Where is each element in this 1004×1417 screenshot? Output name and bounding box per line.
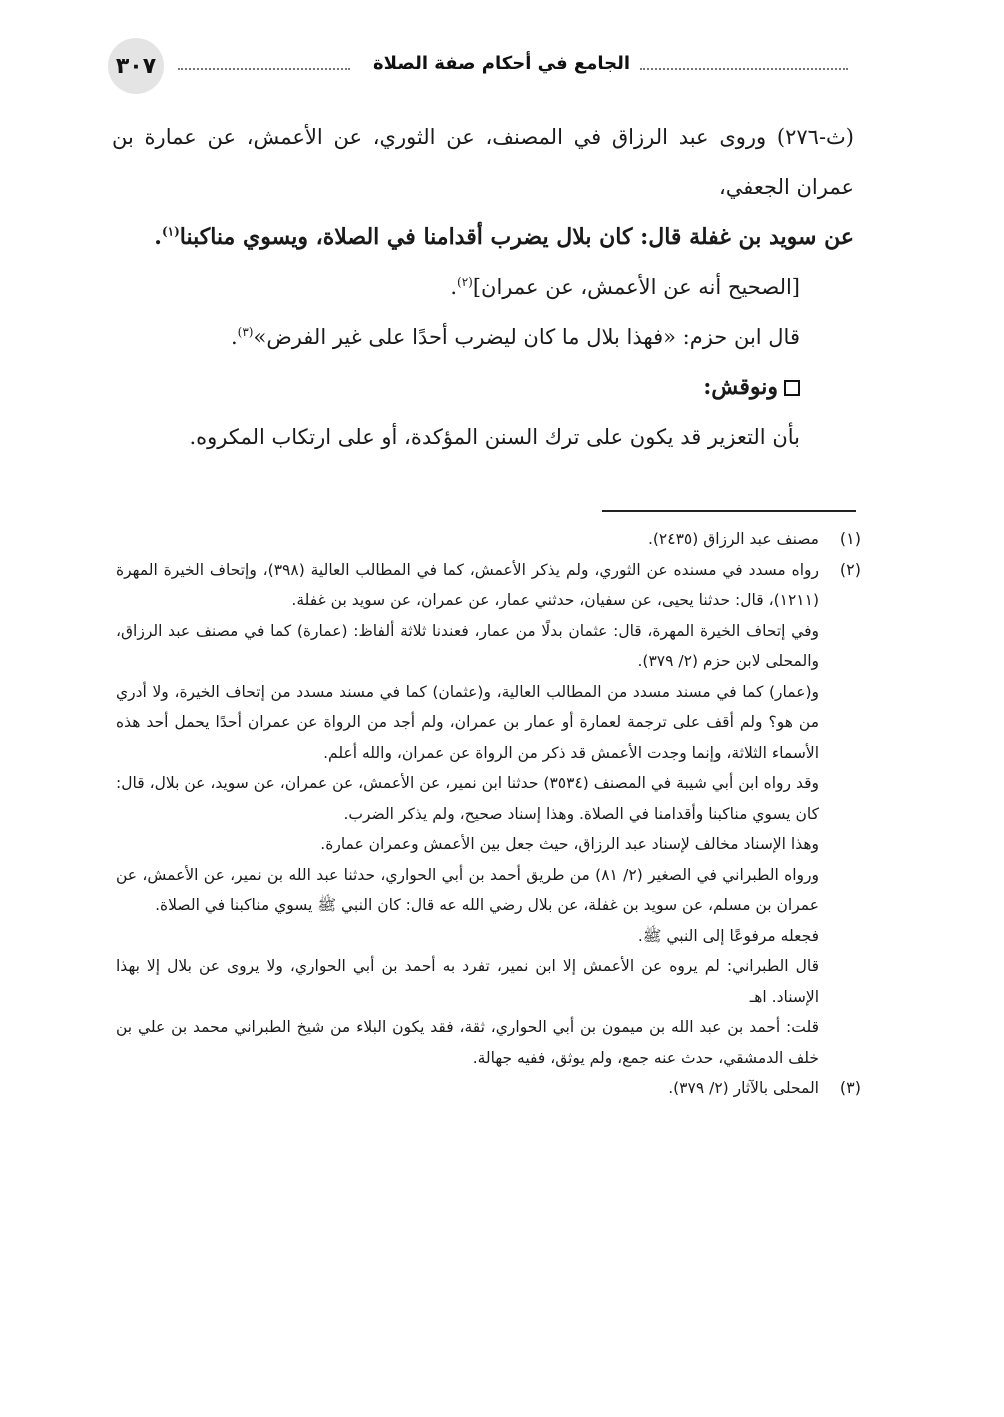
- footnote-number: (٢): [839, 559, 861, 579]
- footnote-number: (١): [839, 529, 861, 548]
- footnote-1: [116, 524, 861, 555]
- footnote-separator: [602, 510, 856, 512]
- footnote-ref-1[interactable]: (١): [161, 224, 180, 239]
- header-dotted-rule-left: [178, 68, 350, 70]
- paragraph-correction: [112, 262, 854, 312]
- book-title: الجامع في أحكام صفة الصلاة: [373, 53, 630, 74]
- footnote-text: قلت: أحمد بن عبد الله بن ميمون بن أبي الحواري، ثقة، فقد يكون البلاء من شيخ الطبراني محمد بن علي بن خلف الدمشقي، حدث عنه جمع، ولم يوثق، ففيه جهالة.: [116, 1018, 819, 1067]
- footnote-text: و(عمار) كما في مسند مسدد من المطالب العالية، و(عثمان) كما في مسند مسدد من إتحاف الخيرة، ولا أدري من هو؟ ولم أقف على ترجمة لعمارة أو عمار بن عمران، ولم أجد من الرواة عن عمران أحدًا يحمل أحد هذه الأسماء الثلاثة، وإنما وجدت الأعمش قد ذكر من الرواة عن عمران، والله أعلم.: [116, 682, 819, 762]
- paragraph-discussion: بأن التعزير قد يكون على ترك السنن المؤكدة، أو على ارتكاب المكروه.: [189, 425, 800, 449]
- paragraph-hadith: [112, 212, 854, 262]
- footnote-text: وهذا الإسناد مخالف لإسناد عبد الرزاق، حيث جعل بين الأعمش وعمران عمارة.: [320, 835, 819, 853]
- footnote-text: وفي إتحاف الخيرة المهرة، قال: عثمان بدلًا من عمار، فعندنا ثلاثة ألفاظ: (عمارة) كما في مصنف عبد الرزاق، والمحلى لابن حزم (٢/ ٣٧٩).: [116, 621, 819, 670]
- footnote-ref-2[interactable]: (٢): [457, 275, 473, 289]
- ibn-hazm-quote: قال ابن حزم: «فهذا بلال ما كان ليضرب أحدًا على غير الفرض»: [253, 325, 800, 349]
- footnote-text: ورواه الطبراني في الصغير (٢/ ٨١) من طريق أحمد بن أبي الحواري، حدثنا عبد الله بن نمير، عن الأعمش، عن عمران بن مسلم، عن سويد بن غفلة، عن بلال رضي الله عه قال: كان النبي ﷺ يسوي مناكبنا في الصلاة.: [116, 865, 819, 914]
- footnote-ref-3[interactable]: (٣): [237, 325, 254, 339]
- checkbox-square-icon: [784, 380, 800, 396]
- footnote-text: وقد رواه ابن أبي شيبة في المصنف (٣٥٣٤) حدثنا ابن نمير، عن الأعمش، عن عمران، عن سويد، عن بلال، قال: كان يسوي مناكبنا وأقدامنا في الصلاة. وهذا إسناد صحيح، ولم يذكر الضرب.: [116, 774, 819, 823]
- footnote-2: [116, 555, 861, 1074]
- heading-text: ونوقش:: [703, 374, 778, 400]
- footnote-text: المحلى بالآثار (٢/ ٣٧٩).: [668, 1079, 819, 1097]
- footnote-3: [116, 1073, 861, 1104]
- main-text: [112, 112, 854, 462]
- footnote-text: رواه مسدد في مسنده عن الثوري، ولم يذكر الأعمش، كما في المطالب العالية (٣٩٨)، وإتحاف الخيرة المهرة (١٢١١)، قال: حدثنا يحيى، عن سفيان، حدثني عمار، عن عمران، عن سويد بن غفلة.: [116, 560, 819, 609]
- footnotes: [116, 524, 861, 1104]
- page-number: ٣٠٧: [108, 38, 164, 94]
- footnote-text: قال الطبراني: لم يروه عن الأعمش إلا ابن نمير، تفرد به أحمد بن أبي الحواري، ولا يروى عن بلال إلا بهذا الإسناد. اهـ: [116, 957, 819, 1006]
- hadith-end: .: [154, 224, 162, 250]
- paragraph-ibn-hazm: [112, 312, 854, 362]
- footnote-text: مصنف عبد الرزاق (٢٤٣٥).: [647, 530, 819, 548]
- section-heading: [112, 362, 854, 412]
- ibn-hazm-end: .: [230, 325, 238, 349]
- page-header: [108, 38, 848, 98]
- correction-text: [الصحيح أنه عن الأعمش، عن عمران]: [472, 275, 800, 299]
- hadith-text: عن سويد بن غفلة قال: كان بلال يضرب أقدامنا في الصلاة، ويسوي مناكبنا: [179, 224, 854, 250]
- footnote-text: فجعله مرفوعًا إلى النبي ﷺ.: [637, 926, 819, 945]
- header-dotted-rule-right: [640, 68, 848, 70]
- correction-end: .: [450, 275, 457, 299]
- footnote-number: (٣): [839, 1078, 861, 1097]
- paragraph-narration: (ث-٢٧٦) وروى عبد الرزاق في المصنف، عن الثوري، عن الأعمش، عن عمارة بن عمران الجعفي،: [112, 125, 854, 199]
